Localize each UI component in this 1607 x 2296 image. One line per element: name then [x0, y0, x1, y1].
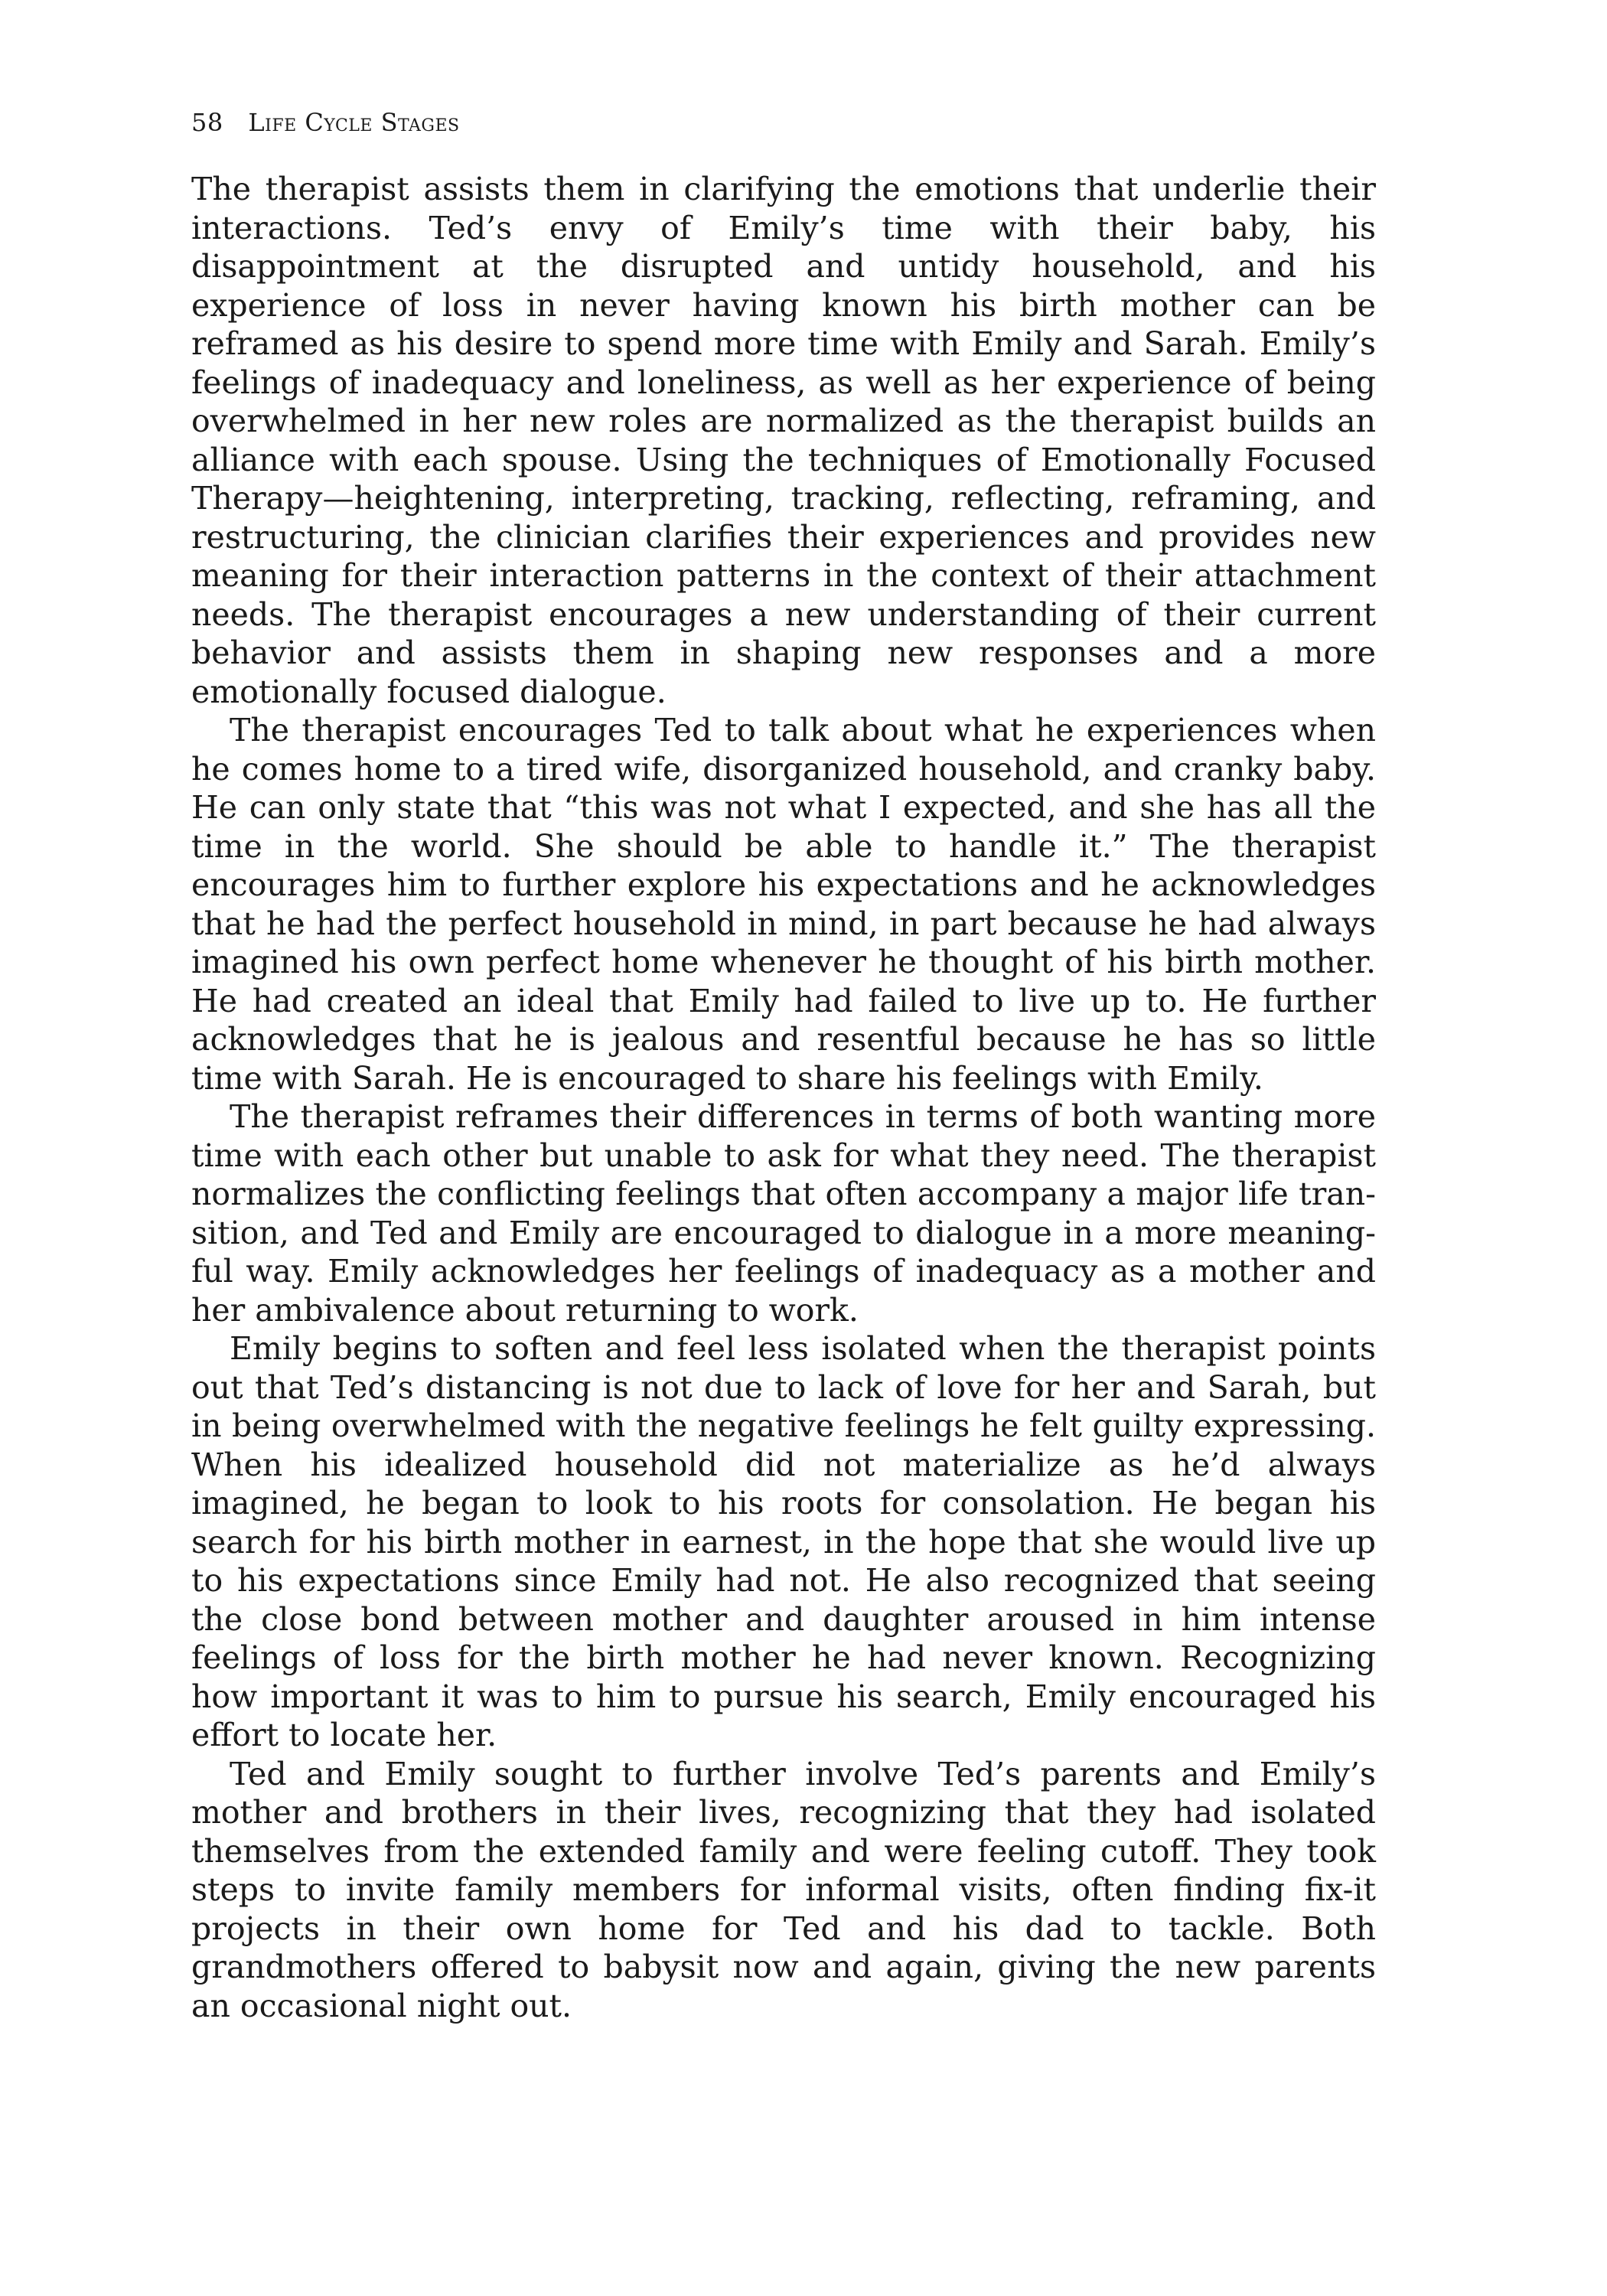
paragraph-2: The therapist encourages Ted to talk about what he experiences when he comes home to a tired wife, disorganized household, and cranky baby. He can only state that “this was not what I expected, and she has all the time in the world. She should be able to handle it.” The therapist encourages him to further explore his expectations and he acknowledges that he had the perfect household in mind, in part because he had always imagined his own perfect home whenever he thought of his birth mother. He had created an ideal that Emily had failed to live up to. He further acknowledges that he is jealous and resentful because he has so little time with Sarah. He is encouraged to share his feelings with Emily. [191, 712, 1376, 1097]
running-head [191, 107, 1376, 138]
page-number: 58 [191, 108, 223, 137]
paragraph-1: The therapist assists them in clarifying the emotions that underlie their interactions. Ted’s envy of Emily’s time with their baby, his disappointment at the disrupted and untidy household, and his experience of loss in never having known his birth mother can be reframed as his desire to spend more time with Emily and Sarah. Emily’s feelings of inadequacy and loneliness, as well as her experience of being overwhelmed in her new roles are normalized as the therapist builds an alliance with each spouse. Using the techniques of Emotionally Focused Therapy—heightening, interpreting, tracking, reflecting, reframing, and restructuring, the clinician clarifies their experiences and provides new meaning for their interaction patterns in the context of their attachment needs. The therapist encourages a new understanding of their current behavior and assists them in shaping new responses and a more emotionally focused dialogue. [191, 171, 1376, 710]
book-page [191, 107, 1376, 2025]
paragraph-5: Ted and Emily sought to further involve Ted’s parents and Emily’s mother and brothers in their lives, recognizing that they had isolated themselves from the extended family and were feeling cutoff. They took steps to invite family members for informal visits, often finding fix-it projects in their own home for Ted and his dad to tackle. Both grandmothers offered to babysit now and again, giving the new parents an occasional night out. [191, 1755, 1376, 2024]
paragraph-4: Emily begins to soften and feel less isolated when the therapist points out that Ted’s distancing is not due to lack of love for her and Sarah, but in being overwhelmed with the negative feelings he felt guilty expressing. When his idealized household did not materialize as he’d always imagined, he began to look to his roots for consolation. He began his search for his birth mother in earnest, in the hope that she would live up to his expectations since Emily had not. He also recognized that seeing the close bond between mother and daughter aroused in him intense feelings of loss for the birth mother he had never known. Recognizing how important it was to him to pursue his search, Emily encouraged his effort to locate her. [191, 1330, 1376, 1753]
body-text [191, 170, 1376, 2025]
paragraph-3: The therapist reframes their differences in terms of both wanting more time with each other but unable to ask for what they need. The therapist normalizes the conflicting feelings that often accompany a major life transition, and Ted and Emily are encouraged to dialogue in a more meaningful way. Emily acknowledges her feelings of inadequacy as a mother and her ambivalence about returning to work. [191, 1098, 1376, 1329]
section-title: Life Cycle Stages [248, 108, 460, 137]
